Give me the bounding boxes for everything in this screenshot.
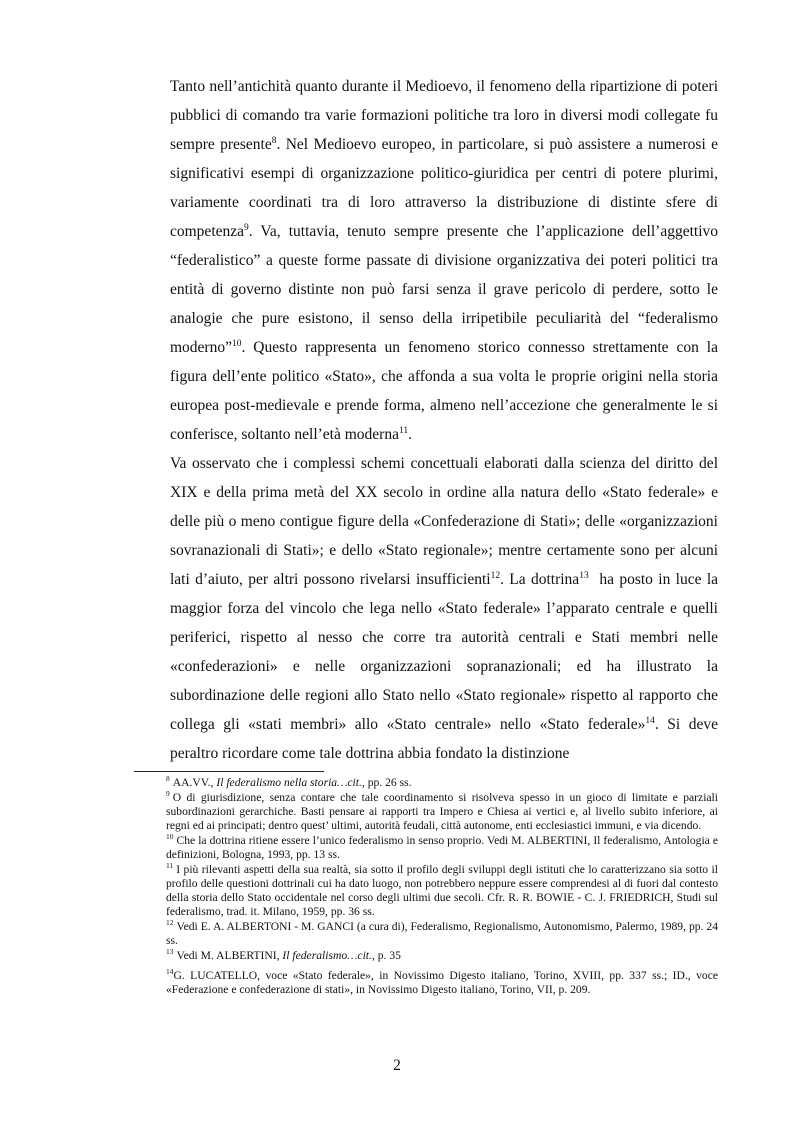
footnote-ref-9[interactable]: 9 <box>244 222 249 233</box>
footnote-text: Vedi E. A. ALBERTONI - M. GANCI (a cura di), Federalismo, Regionalismo, Autonomismo, Palermo, 1989, pp. 24 ss. <box>166 920 718 947</box>
footnote-ref-12[interactable]: 12 <box>490 570 501 581</box>
footnote-ref-13[interactable]: 13 <box>579 570 589 581</box>
footnote-13 <box>166 949 718 963</box>
paragraph-text: . Va, tuttavia, tenuto sempre presente che l’applicazione dell’aggettivo “federalistico” a queste forme passate di divisione organizzativa dei poteri politici tra entità di governo distinte non può farsi senza il grave pericolo di perdere, sotto le analogie che pure esistono, il senso della irripetibile peculiarità del “federalismo moderno” <box>170 223 718 356</box>
paragraph-text: . Si deve peraltro ricordare come tale dottrina abbia fondato la distinzione <box>170 716 719 762</box>
footnote-number: 14 <box>166 967 174 977</box>
footnote-text: , pp. 26 ss. <box>361 776 412 789</box>
footnote-text: I più rilevanti aspetti della sua realtà, sia sotto il profilo degli sviluppi degli istituti che lo caratterizzano sia sotto il profilo delle questioni dottrinali cui ha dato luogo, non potrebbero neppure essere comprendesi al di fuori dal contesto della storia dello Stato occidentale nel corso degli ultimi due secoli. Cfr. R. R. BOWIE - C. J. FRIEDRICH, Studi sul federalismo, trad. it. Milano, 1959, pp. 36 ss. <box>166 863 718 918</box>
footnote-text: Vedi M. ALBERTINI, <box>176 949 283 962</box>
footnote-separator <box>134 771 324 772</box>
footnote-11 <box>166 863 718 919</box>
paragraph-text: . Nel Medioevo europeo, in particolare, si può assistere a numerosi e significativi esempi di organizzazione politico-giuridica per centri di potere plurimi, variamente coordinati tra di loro attraverso la distribuzione di distinte sfere di competenza <box>170 136 718 240</box>
page-number: 2 <box>393 1057 401 1074</box>
paragraph-text: . Questo rappresenta un fenomeno storico connesso strettamente con la figura dell’ente politico «Stato», che affonda a sua volta le proprie origini nella storia europea post-medievale e prende forma, almeno nell’accezione che generalmente le si conferisce, soltanto nell’età moderna <box>170 339 718 443</box>
footnote-number: 11 <box>166 861 174 871</box>
footnote-text: G. LUCATELLO, voce «Stato federale», in Novissimo Digesto italiano, Torino, XVIII, pp. 337 ss.; ID., voce «Federazione e confederazione di stati», in Novissimo Digesto italiano, Torino, VII, p. 209. <box>166 969 718 996</box>
footnote-ref-8[interactable]: 8 <box>271 135 277 146</box>
footnote-text: Che la dottrina ritiene essere l’unico federalismo in senso proprio. Vedi M. ALBERTINI, Il federalismo, Antologia e definizioni, Bologna, 1993, pp. 13 ss. <box>166 834 718 861</box>
paragraph-text: . <box>408 426 412 443</box>
paragraph-text: Va osservato che i complessi schemi concettuali elaborati dalla scienza del diritto del XIX e della prima metà del XX secolo in ordine alla natura dello «Stato federale» e delle più o meno contigue figure della «Confederazione di Stati»; delle «organizzazioni sovranazionali di Stati»; e dello «Stato regionale»; mentre certamente sono per alcuni lati d’aiuto, per altri possono rivelarsi insufficienti <box>170 455 718 588</box>
footnote-14 <box>166 969 718 997</box>
footnote-8 <box>166 776 718 790</box>
footnote-text: , p. 35 <box>371 949 401 962</box>
footnote-number: 12 <box>166 918 174 928</box>
footnote-number: 8 <box>166 774 170 784</box>
footnote-ref-11[interactable]: 11 <box>398 425 409 436</box>
footnote-9 <box>166 791 718 833</box>
footnote-text: O di giurisdizione, senza contare che tale coordinamento si risolveva spesso in un gioco di limitate e parziali subordinazioni gerarchiche. Basti pensare ai rapporti tra Impero e Chiesa ai vertici e, al livello subito inferiore, ai regni ed ai principati; dentro quest’ ultimi, autorità feudali, città autonome, enti ecclesiastici immuni, e via dicendo. <box>166 791 718 832</box>
paragraph-text: Tanto nell’antichità quanto durante il Medioevo, il fenomeno della ripartizione di poteri pubblici di comando tra varie formazioni politiche tra loro in diversi modi collegate fu sempre presente <box>170 78 718 153</box>
footnote-number: 9 <box>166 789 170 799</box>
footnote-10 <box>166 834 718 862</box>
footnote-ref-14[interactable]: 14 <box>645 715 655 726</box>
main-text <box>170 72 726 768</box>
footnote-italic-title: Il federalismo nella storia…cit. <box>216 776 362 789</box>
footnote-text: AA.VV., <box>172 776 217 789</box>
footnote-ref-10[interactable]: 10 <box>231 338 242 349</box>
footnote-number: 13 <box>166 947 174 957</box>
paragraph-1 <box>170 72 718 449</box>
footnotes <box>166 776 718 998</box>
footnote-number: 10 <box>166 832 174 842</box>
footnote-12 <box>166 920 718 948</box>
paragraph-text: ha posto in luce la maggior forza del vincolo che lega nello «Stato federale» l’apparato centrale e quelli periferici, rispetto al nesso che corre tra autorità centrali e Stati membri nelle «confederazioni» e nelle organizzazioni sopranazionali; ed ha illustrato la subordinazione delle regioni allo Stato nello «Stato regionale» rispetto al rapporto che collega gli «stati membri» allo «Stato centrale» nello «Stato federale» <box>170 571 726 733</box>
paragraph-text: . La dottrina <box>500 571 580 588</box>
footnote-italic-title: Il federalismo…cit. <box>282 949 372 962</box>
paragraph-2 <box>170 449 726 768</box>
